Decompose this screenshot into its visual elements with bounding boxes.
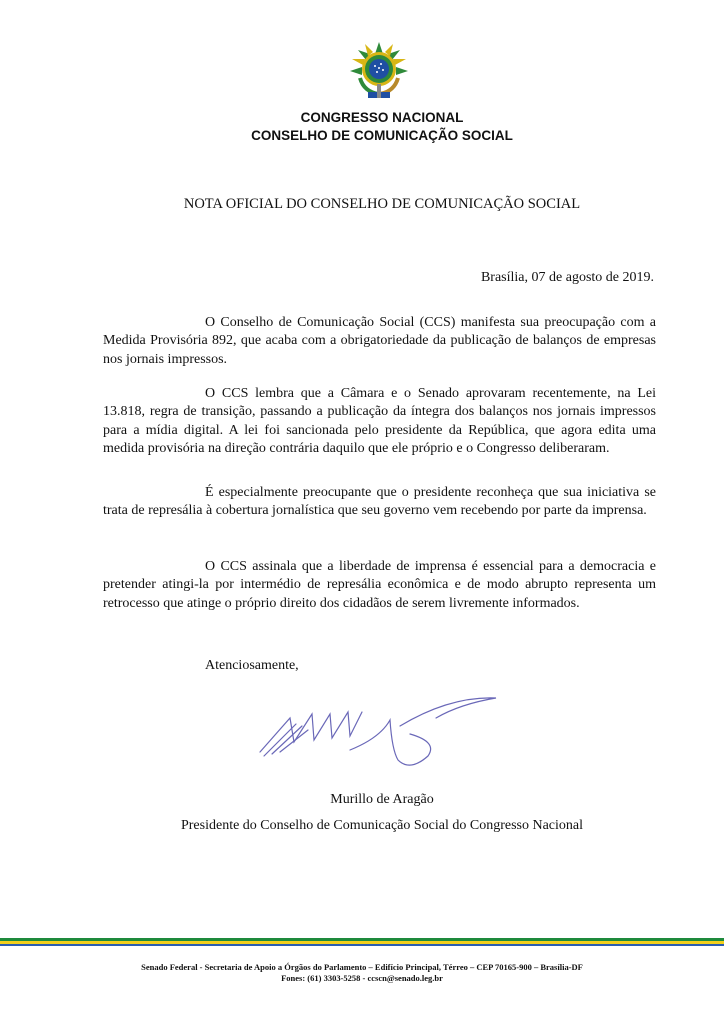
org-subname: CONSELHO DE COMUNICAÇÃO SOCIAL: [251, 128, 513, 143]
paragraph-3: É especialmente preocupante que o presidente reconheça que sua iniciativa se trata de represália à cobertura jornalística que seu governo vem recebendo por parte da imprensa.: [103, 485, 656, 519]
paragraph-1: O Conselho de Comunicação Social (CCS) manifesta sua preocupação com a Medida Provisória 892, que acaba com a obrigatoriedade da publicação de balanços de empresas nos jornais impressos.: [103, 315, 656, 367]
document-date: Brasília, 07 de agosto de 2019.: [480, 270, 654, 285]
document-title: NOTA OFICIAL DO CONSELHO DE COMUNICAÇÃO SOCIAL: [183, 196, 581, 212]
signer-name: Murillo de Aragão: [330, 792, 434, 807]
signature: [250, 690, 510, 780]
paragraph-2: O CCS lembra que a Câmara e o Senado aprovaram recentemente, na Lei 13.818, regra de transição, passando a publicação da íntegra dos balanços nos jornais impressos para a mídia digital. A lei foi sancionada pelo presidente da República, que agora edita uma medida provisória na direção contrária daquilo que ele próprio e o Congresso deliberaram.: [103, 386, 656, 457]
org-name: CONGRESSO NACIONAL: [300, 110, 464, 125]
footer-stripe-blue: [0, 944, 724, 946]
closing: Atenciosamente,: [205, 658, 299, 673]
paragraph-4: O CCS assinala que a liberdade de imprensa é essencial para a democracia e pretender atingi-la por intermédio de represália econômica e de modo abrupto representa um retrocesso que atinge o próprio direito dos cidadãos de serem livremente informados.: [103, 559, 656, 611]
footer-contact: Fones: (61) 3303-5258 - ccscn@senado.leg.br: [281, 973, 443, 983]
footer-address: Senado Federal - Secretaria de Apoio a Órgãos do Parlamento – Edifício Principal, Térreo – CEP 70165-900 – Brasília-DF: [141, 962, 583, 972]
brazil-coat-of-arms-icon: [348, 40, 410, 102]
signer-role: Presidente do Conselho de Comunicação Social do Congresso Nacional: [180, 818, 584, 833]
